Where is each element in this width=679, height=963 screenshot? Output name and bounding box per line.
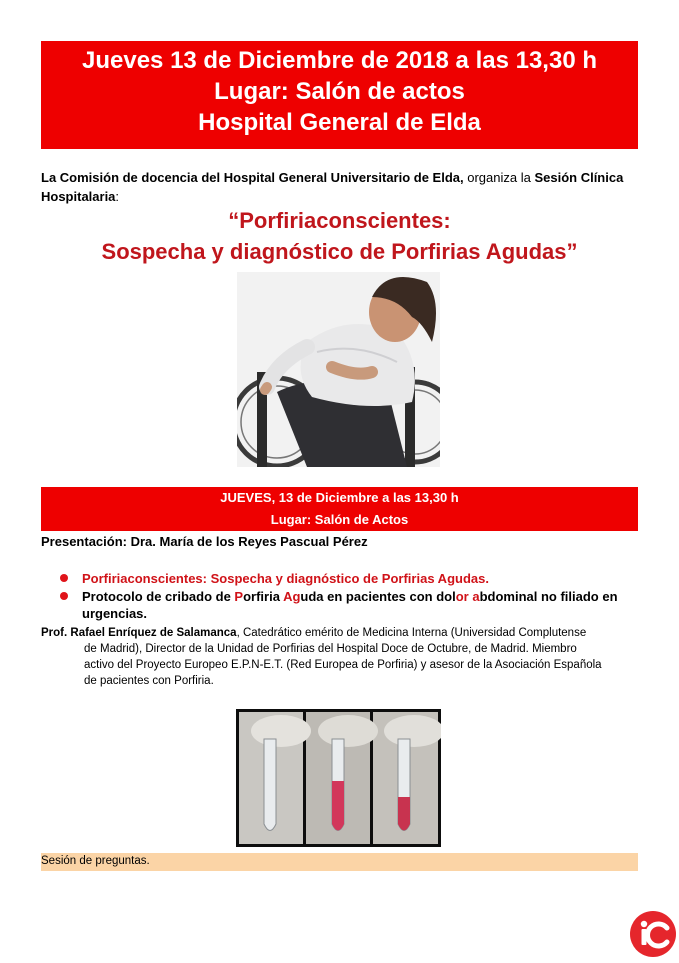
- questions-text: Sesión de preguntas.: [41, 855, 150, 867]
- topic-2: [82, 589, 618, 621]
- intro-text: organiza la: [463, 170, 535, 185]
- topic-2-highlight: Ag: [283, 589, 301, 604]
- topic-2-part: bdominal no filiado en urgencias.: [82, 589, 618, 621]
- details-date: JUEVES, 13 de Diciembre a las 13,30 h: [220, 490, 459, 505]
- topic-2-highlight: P: [234, 589, 244, 604]
- intro-session: Sesión Clínica Hospitalaria: [41, 170, 624, 204]
- site-logo[interactable]: [629, 910, 677, 958]
- bio-line: , Catedrático emérito de Medicina Interna (Universidad Complutense: [236, 627, 587, 639]
- presenter-line: Presentación: Dra. María de los Reyes Pascual Pérez: [41, 534, 368, 549]
- test-tubes-photo: [236, 709, 441, 847]
- bio-line: de pacientes con Porfiria.: [84, 675, 214, 687]
- intro-organizer: La Comisión de docencia del Hospital General Universitario de Elda,: [41, 170, 464, 185]
- bullet-icon: [60, 574, 68, 582]
- questions-band: [41, 853, 638, 871]
- banner-location: Lugar: Salón de actos: [214, 78, 465, 105]
- header-banner: [41, 41, 638, 149]
- woman-wheelchair-photo: [237, 272, 440, 467]
- talk-title: [41, 205, 638, 267]
- intro-paragraph: [41, 168, 641, 206]
- banner-hospital: Hospital General de Elda: [198, 109, 481, 136]
- topic-2-part: orfiria: [243, 589, 284, 604]
- topic-2-part: uda en pacientes con dol: [300, 589, 456, 604]
- talk-title-line1: “Porfiriaconscientes:: [228, 208, 451, 233]
- bio-line: activo del Proyecto Europeo E.P.N-E.T. (Red Europea de Porfiria) y asesor de la Asociación Española: [84, 659, 602, 671]
- bullet-icon: [60, 592, 68, 600]
- topics-list: [60, 570, 640, 623]
- details-location: Lugar: Salón de Actos: [270, 512, 409, 527]
- list-item: [60, 588, 640, 622]
- topic-2-part: Protocolo de cribado de: [82, 589, 235, 604]
- topic-1: Porfiriaconscientes: Sospecha y diagnóstico de Porfirias Agudas.: [82, 571, 489, 586]
- bio-line: de Madrid), Director de la Unidad de Porfirias del Hospital Doce de Octubre, de Madrid. Miembro: [84, 643, 577, 655]
- details-band: [41, 487, 638, 531]
- topic-2-highlight: or a: [455, 589, 480, 604]
- talk-title-line2: Sospecha y diagnóstico de Porfirias Agudas”: [101, 239, 578, 264]
- intro-colon: :: [115, 189, 120, 204]
- speaker-name: Prof. Rafael Enríquez de Salamanca: [41, 627, 237, 639]
- banner-date: Jueves 13 de Diciembre de 2018 a las 13,30 h: [82, 47, 597, 74]
- speaker-bio: [41, 625, 641, 689]
- list-item: [60, 570, 640, 587]
